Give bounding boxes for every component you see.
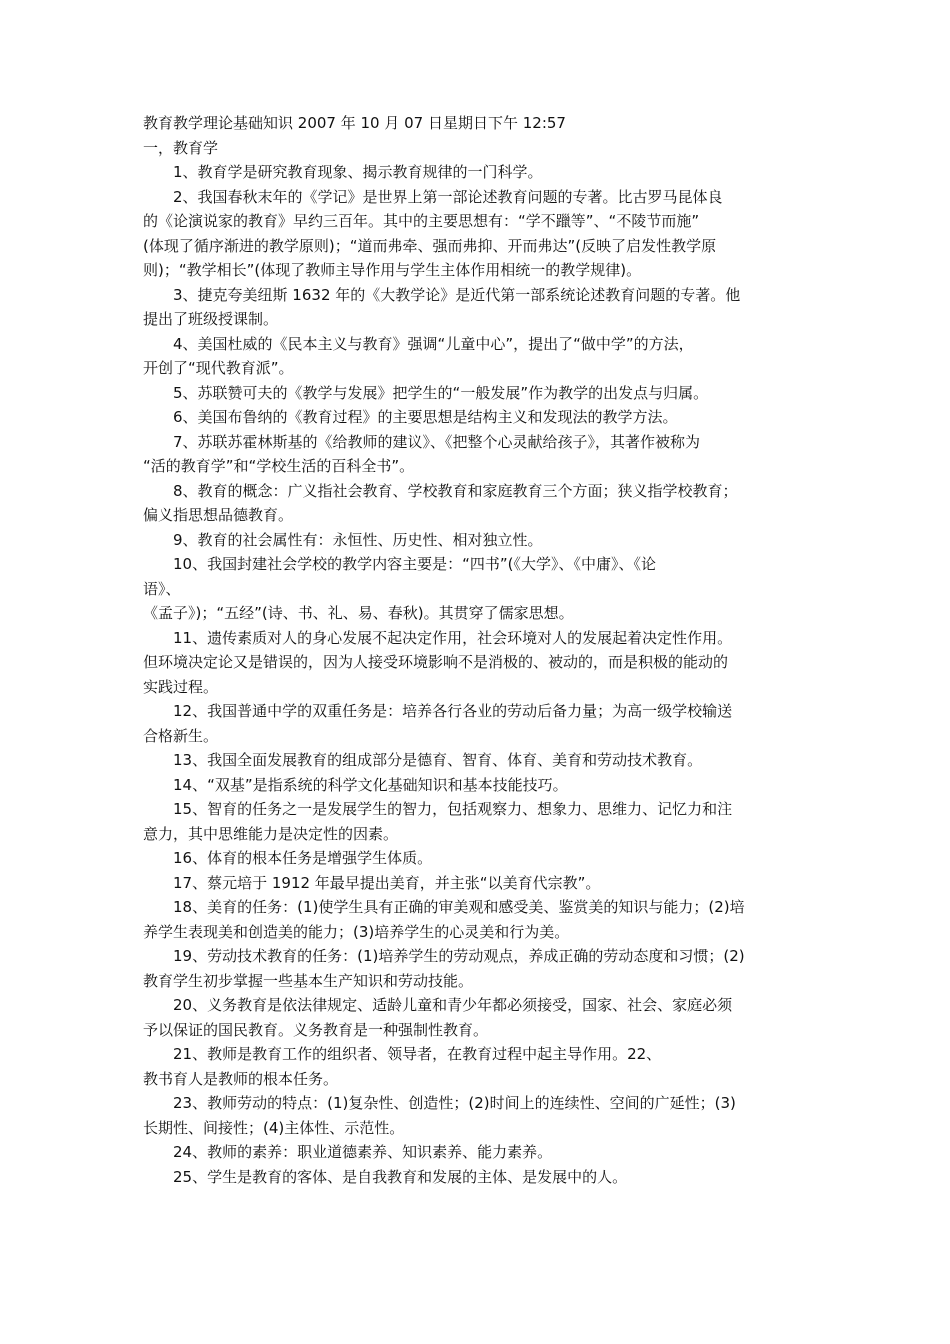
text-line: 16、体育的根本任务是增强学生体质。: [173, 849, 433, 867]
text-line: 20、义务教育是依法律规定、适龄儿童和青少年都必须接受，国家、社会、家庭必须: [173, 996, 733, 1014]
text-line: (体现了循序渐进的教学原则)；“道而弗牵、强而弗抑、开而弗达”(反映了启发性教学原: [143, 236, 717, 255]
text-line: 偏义指思想品德教育。: [143, 506, 294, 524]
text-line: 长期性、间接性；(4)主体性、示范性。: [143, 1118, 405, 1137]
text-line: 24、教师的素养：职业道德素养、知识素养、能力素养。: [173, 1143, 553, 1161]
text-line: 7、苏联苏霍林斯基的《给教师的建议》、《把整个心灵献给孩子》，其著作被称为: [173, 432, 701, 451]
text-line: “活的教育学”和“学校生活的百科全书”。: [143, 457, 415, 475]
text-line: 合格新生。: [143, 726, 219, 745]
text-line: 教书育人是教师的根本任务。: [143, 1069, 339, 1088]
document-body: [143, 111, 828, 1189]
text-line: 13、我国全面发展教育的组成部分是德育、智育、体育、美育和劳动技术教育。: [173, 751, 703, 769]
section-title: 一，教育学: [143, 138, 219, 157]
text-line: 2、我国春秋末年的《学记》是世界上第一部论述教育问题的专著。比古罗马昆体良: [173, 187, 723, 206]
text-line: 15、智育的任务之一是发展学生的智力，包括观察力、想象力、思维力、记忆力和注: [173, 800, 733, 818]
text-line: 提出了班级授课制。: [143, 310, 279, 328]
text-line: 11、遗传素质对人的身心发展不起决定作用，社会环境对人的发展起着决定性作用。: [173, 628, 733, 647]
text-line: 实践过程。: [143, 677, 219, 696]
text-line: 14、“双基”是指系统的科学文化基础知识和基本技能技巧。: [173, 775, 568, 794]
text-line: 的《论演说家的教育》早约三百年。其中的主要思想有：“学不躐等”、“不陵节而施”: [143, 212, 700, 230]
text-line: 3、捷克夸美纽斯 1632 年的《大教学论》是近代第一部系统论述教育问题的专著。他: [173, 285, 741, 304]
text-line: 教育学生初步掌握一些基本生产知识和劳动技能。: [143, 971, 474, 990]
text-line: 养学生表现美和创造美的能力；(3)培养学生的心灵美和行为美。: [143, 922, 570, 941]
text-line: 12、我国普通中学的双重任务是：培养各行各业的劳动后备力量；为高一级学校输送: [173, 702, 733, 720]
text-line: 意力，其中思维能力是决定性的因素。: [143, 824, 399, 843]
text-line: 6、美国布鲁纳的《教育过程》的主要思想是结构主义和发现法的教学方法。: [173, 408, 678, 426]
text-line: 18、美育的任务：(1)使学生具有正确的审美观和感受美、鉴赏美的知识与能力；(2)培: [173, 898, 745, 916]
text-line: 21、教师是教育工作的组织者、领导者，在教育过程中起主导作用。22、: [173, 1045, 662, 1063]
document-header: 教育教学理论基础知识 2007 年 10 月 07 日星期日下午 12:57: [143, 114, 566, 132]
text-line: 但环境决定论又是错误的，因为人接受环境影响不是消极的、被动的，而是积极的能动的: [143, 653, 729, 671]
text-line: 9、教育的社会属性有：永恒性、历史性、相对独立性。: [173, 530, 543, 549]
text-line: 23、教师劳动的特点：(1)复杂性、创造性；(2)时间上的连续性、空间的广延性；(3): [173, 1094, 736, 1112]
text-line: 语》、: [143, 579, 181, 598]
document-lines: [143, 160, 828, 1189]
text-line: 开创了“现代教育派”。: [143, 359, 294, 377]
text-line: 5、苏联赞可夫的《教学与发展》把学生的“一般发展”作为教学的出发点与归属。: [173, 383, 709, 402]
text-line: 8、教育的概念：广义指社会教育、学校教育和家庭教育三个方面；狭义指学校教育；: [173, 481, 738, 500]
text-line: 25、学生是教育的客体、是自我教育和发展的主体、是发展中的人。: [173, 1167, 628, 1186]
text-line: 《孟子》)；“五经”(诗、书、礼、易、春秋)。其贯穿了儒家思想。: [143, 604, 574, 622]
text-line: 19、劳动技术教育的任务：(1)培养学生的劳动观点，养成正确的劳动态度和习惯；(2): [173, 947, 745, 965]
text-line: 4、美国杜威的《民本主义与教育》强调“儿童中心”，提出了“做中学”的方法，: [173, 334, 694, 353]
text-line: 1、教育学是研究教育现象、揭示教育规律的一门科学。: [173, 163, 543, 181]
text-line: 10、我国封建社会学校的教学内容主要是：“四书”(《大学》、《中庸》、《论: [173, 555, 656, 573]
text-line: 则)；“教学相长”(体现了教师主导作用与学生主体作用相统一的教学规律)。: [143, 261, 642, 279]
text-line: 予以保证的国民教育。义务教育是一种强制性教育。: [143, 1020, 489, 1039]
text-line: 17、蔡元培于 1912 年最早提出美育，并主张“以美育代宗教”。: [173, 873, 601, 892]
